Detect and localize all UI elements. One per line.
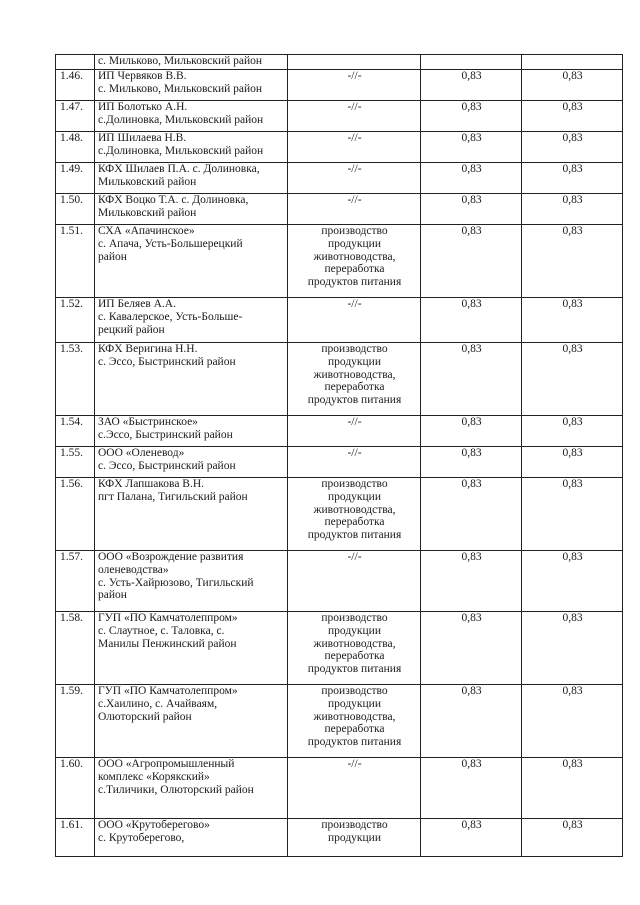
table-row (56, 551, 623, 612)
activity-text: -//- (347, 758, 362, 770)
value-cell-2 (522, 447, 623, 478)
activity-text: производство продукции животноводства, переработка продуктов питания (307, 685, 402, 749)
organization-text: КФХ Веригина Н.Н. с. Эссо, Быстринский район (98, 343, 236, 368)
row-number-cell (56, 225, 95, 298)
value-cell-2 (522, 343, 623, 416)
value-cell-2 (522, 416, 623, 447)
activity-cell (288, 478, 421, 551)
value-cell-2 (522, 298, 623, 343)
value-text-1: 0,83 (461, 343, 482, 355)
table-row (56, 819, 623, 857)
row-number-cell (56, 551, 95, 612)
value-cell-1 (421, 551, 522, 612)
row-number-text: 1.60. (60, 758, 83, 770)
value-text-2: 0,83 (562, 132, 583, 144)
organization-cell (95, 478, 288, 551)
value-text-2: 0,83 (562, 163, 583, 175)
organization-text: ГУП «ПО Камчатолеппром» с. Слаутное, с. Таловка, с. Манилы Пенжинский район (98, 612, 238, 650)
row-number-cell (56, 343, 95, 416)
table-row (56, 225, 623, 298)
organization-text: ИП Болотько А.Н. с.Долиновка, Мильковский район (98, 101, 264, 126)
table-row (56, 132, 623, 163)
row-number-cell (56, 55, 95, 70)
organization-cell (95, 70, 288, 101)
organization-cell (95, 758, 288, 819)
value-cell-1 (421, 416, 522, 447)
table-row (56, 101, 623, 132)
value-text-1: 0,83 (461, 70, 482, 82)
row-number-text: 1.50. (60, 194, 83, 206)
table-row (56, 612, 623, 685)
value-text-2: 0,83 (562, 70, 583, 82)
value-text-2: 0,83 (562, 416, 583, 428)
activity-text: производство продукции (321, 819, 388, 844)
value-cell-1 (421, 298, 522, 343)
value-cell-2 (522, 101, 623, 132)
row-number-text: 1.47. (60, 101, 83, 113)
row-number-text: 1.46. (60, 70, 83, 82)
value-cell-1 (421, 478, 522, 551)
row-number-text: 1.56. (60, 478, 83, 490)
value-cell-1 (421, 101, 522, 132)
activity-text: производство продукции животноводства, переработка продуктов питания (307, 225, 402, 289)
organization-text: СХА «Апачинское» с. Апача, Усть-Большерецкий район (98, 225, 243, 263)
activity-text: производство продукции животноводства, переработка продуктов питания (307, 343, 402, 407)
row-number-cell (56, 298, 95, 343)
activity-text: -//- (347, 194, 362, 206)
organization-cell (95, 343, 288, 416)
value-text-2: 0,83 (562, 551, 583, 563)
row-number-text: 1.52. (60, 298, 83, 310)
value-text-2: 0,83 (562, 685, 583, 697)
activity-text: -//- (347, 163, 362, 175)
activity-cell (288, 758, 421, 819)
value-text-2: 0,83 (562, 819, 583, 831)
value-cell-2 (522, 163, 623, 194)
organization-text: ООО «Агропромышленный комплекс «Корякский» с.Тиличики, Олюторский район (98, 758, 254, 796)
row-number-text: 1.61. (60, 819, 83, 831)
organization-cell (95, 225, 288, 298)
value-cell-2 (522, 551, 623, 612)
value-cell-1 (421, 55, 522, 70)
row-number-text: 1.57. (60, 551, 83, 563)
value-text-2: 0,83 (562, 225, 583, 237)
value-cell-1 (421, 343, 522, 416)
value-cell-1 (421, 225, 522, 298)
enterprise-table (55, 54, 623, 857)
row-number-text: 1.51. (60, 225, 83, 237)
value-text-1: 0,83 (461, 194, 482, 206)
value-text-2: 0,83 (562, 478, 583, 490)
organization-cell (95, 447, 288, 478)
organization-cell (95, 416, 288, 447)
activity-text: -//- (347, 70, 362, 82)
activity-cell (288, 819, 421, 857)
row-number-cell (56, 612, 95, 685)
row-number-cell (56, 70, 95, 101)
row-number-text: 1.54. (60, 416, 83, 428)
organization-text: ЗАО «Быстринское» с.Эссо, Быстринский район (98, 416, 233, 441)
value-text-1: 0,83 (461, 101, 482, 113)
activity-cell (288, 70, 421, 101)
value-cell-2 (522, 819, 623, 857)
organization-text: ООО «Возрождение развития оленеводства» с. Усть-Хайрюзово, Тигильский район (98, 551, 254, 602)
organization-text: ООО «Крутоберегово» с. Крутоберегово, (98, 819, 210, 844)
value-cell-1 (421, 819, 522, 857)
value-text-2: 0,83 (562, 101, 583, 113)
activity-cell (288, 416, 421, 447)
activity-cell (288, 163, 421, 194)
activity-text: производство продукции животноводства, переработка продуктов питания (307, 478, 402, 542)
organization-cell (95, 298, 288, 343)
value-cell-2 (522, 70, 623, 101)
activity-cell (288, 551, 421, 612)
activity-text: -//- (347, 416, 362, 428)
organization-cell (95, 163, 288, 194)
value-cell-1 (421, 163, 522, 194)
row-number-text: 1.55. (60, 447, 83, 459)
value-cell-1 (421, 70, 522, 101)
organization-text: ИП Шилаева Н.В. с.Долиновка, Мильковский район (98, 132, 264, 157)
value-text-2: 0,83 (562, 194, 583, 206)
activity-text: производство продукции животноводства, переработка продуктов питания (307, 612, 402, 676)
value-cell-1 (421, 612, 522, 685)
row-number-cell (56, 194, 95, 225)
row-number-cell (56, 101, 95, 132)
activity-text: -//- (347, 132, 362, 144)
activity-cell (288, 447, 421, 478)
table-row (56, 685, 623, 758)
activity-text: -//- (347, 447, 362, 459)
row-number-text: 1.58. (60, 612, 83, 624)
value-text-1: 0,83 (461, 225, 482, 237)
value-text-1: 0,83 (461, 685, 482, 697)
organization-text: КФХ Шилаев П.А. с. Долиновка, Мильковский район (98, 163, 260, 188)
table-row (56, 194, 623, 225)
table-row (56, 447, 623, 478)
table-row-continued (56, 55, 623, 70)
value-cell-1 (421, 194, 522, 225)
row-number-cell (56, 416, 95, 447)
value-text-1: 0,83 (461, 416, 482, 428)
value-text-2: 0,83 (562, 447, 583, 459)
value-text-1: 0,83 (461, 612, 482, 624)
organization-cell (95, 101, 288, 132)
organization-text: ГУП «ПО Камчатолеппром» с.Хаилино, с. Ачайваям, Олюторский район (98, 685, 238, 723)
value-text-2: 0,83 (562, 612, 583, 624)
row-number-text: 1.59. (60, 685, 83, 697)
row-number-text: 1.53. (60, 343, 83, 355)
value-text-1: 0,83 (461, 819, 482, 831)
value-cell-2 (522, 132, 623, 163)
table-row (56, 343, 623, 416)
value-cell-2 (522, 612, 623, 685)
activity-cell (288, 225, 421, 298)
organization-text: ИП Беляев А.А. с. Кавалерское, Усть-Большe- рецкий район (98, 298, 243, 336)
value-text-1: 0,83 (461, 758, 482, 770)
activity-text: -//- (347, 551, 362, 563)
organization-cell (95, 612, 288, 685)
table-row (56, 478, 623, 551)
value-text-1: 0,83 (461, 298, 482, 310)
organization-cell (95, 551, 288, 612)
organization-text: КФХ Воцко Т.А. с. Долиновка, Мильковский район (98, 194, 249, 219)
value-cell-1 (421, 758, 522, 819)
activity-cell (288, 101, 421, 132)
value-cell-2 (522, 758, 623, 819)
activity-cell (288, 685, 421, 758)
row-number-cell (56, 478, 95, 551)
value-text-2: 0,83 (562, 298, 583, 310)
row-number-cell (56, 819, 95, 857)
organization-text: ООО «Оленевод» с. Эссо, Быстринский район (98, 447, 236, 472)
row-number-text: 1.49. (60, 163, 83, 175)
table-row (56, 758, 623, 819)
table-row (56, 163, 623, 194)
value-cell-2 (522, 194, 623, 225)
value-cell-1 (421, 447, 522, 478)
value-text-1: 0,83 (461, 132, 482, 144)
value-cell-1 (421, 685, 522, 758)
organization-cell (95, 194, 288, 225)
row-number-cell (56, 132, 95, 163)
table-row (56, 70, 623, 101)
value-text-1: 0,83 (461, 163, 482, 175)
value-text-1: 0,83 (461, 551, 482, 563)
value-cell-2 (522, 685, 623, 758)
organization-text: ИП Червяков В.В. с. Мильково, Мильковский район (98, 70, 263, 95)
row-number-cell (56, 758, 95, 819)
value-text-2: 0,83 (562, 343, 583, 355)
organization-cell (95, 819, 288, 857)
organization-cell: с. Мильково, Мильковский район (95, 55, 288, 70)
row-number-text: 1.48. (60, 132, 83, 144)
activity-cell (288, 612, 421, 685)
row-number-cell (56, 685, 95, 758)
activity-text: -//- (347, 101, 362, 113)
table-row (56, 416, 623, 447)
organization-cell (95, 132, 288, 163)
activity-cell (288, 343, 421, 416)
organization-text: КФХ Лапшакова В.Н. пгт Палана, Тигильский район (98, 478, 248, 503)
value-text-1: 0,83 (461, 478, 482, 490)
value-cell-2 (522, 478, 623, 551)
activity-text: -//- (347, 298, 362, 310)
value-cell-2 (522, 225, 623, 298)
organization-cell (95, 685, 288, 758)
activity-cell (288, 194, 421, 225)
activity-cell (288, 132, 421, 163)
activity-cell (288, 298, 421, 343)
value-text-1: 0,83 (461, 447, 482, 459)
row-number-cell (56, 447, 95, 478)
value-cell-2 (522, 55, 623, 70)
table-row (56, 298, 623, 343)
activity-cell (288, 55, 421, 70)
row-number-cell (56, 163, 95, 194)
value-cell-1 (421, 132, 522, 163)
value-text-2: 0,83 (562, 758, 583, 770)
